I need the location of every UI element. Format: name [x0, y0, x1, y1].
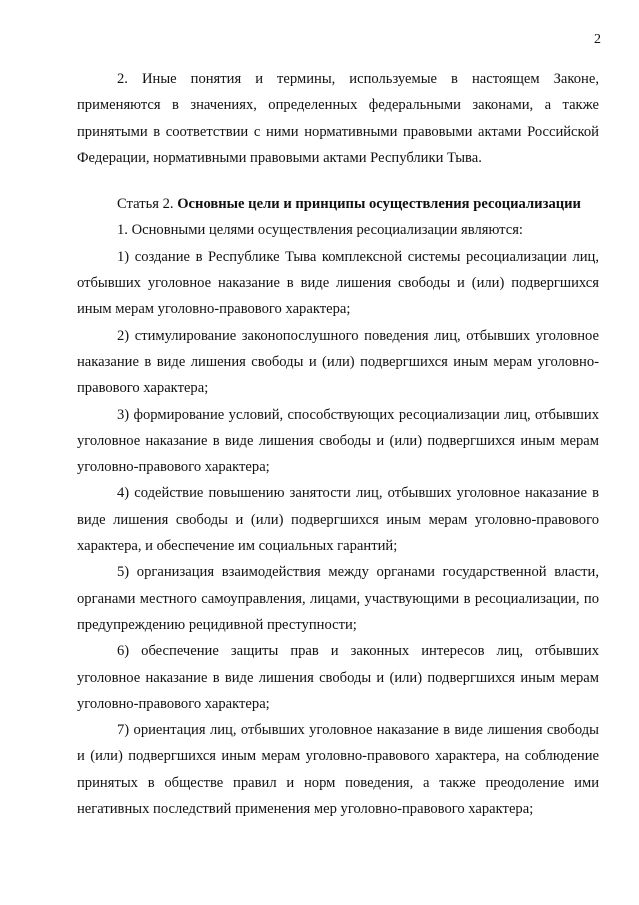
article-number-label: Статья 2. — [117, 196, 174, 213]
list-item-3: 3) формирование условий, способствующих ресоциализации лиц, отбывших уголовное наказание в виде лишения свободы и (или) подвергшихся иным мерам уголовно-правового характера; — [77, 406, 599, 476]
article-heading — [77, 191, 599, 217]
page-number: 2 — [594, 32, 601, 47]
list-item-5: 5) организация взаимодействия между органами государственной власти, органами местного самоуправления, лицами, участвующими в ресоциализации, по предупреждению рецидивной преступности; — [77, 564, 599, 633]
list-item-4: 4) содействие повышению занятости лиц, отбывших уголовное наказание в виде лишения свободы и (или) подвергшихся иным мерам уголовно-правового характера, и обеспечение им социальных гарантий; — [77, 485, 599, 555]
list-item-2: 2) стимулирование законопослушного поведения лиц, отбывших уголовное наказание в виде лишения свободы и (или) подвергшихся иным мерам уголовно-правового характера; — [77, 327, 599, 397]
paragraph-item-2: 2. Иные понятия и термины, используемые в настоящем Законе, применяются в значениях, определенных федеральными законами, а также принятыми в соответствии с ними нормативными правовыми актами Российской Федерации, нормативными правовыми актами Республики Тыва. — [77, 71, 599, 166]
list-item-6: 6) обеспечение защиты прав и законных интересов лиц, отбывших уголовное наказание в виде лишения свободы и (или) подвергшихся иным мерам уголовно-правового характера; — [77, 643, 599, 712]
document-body — [77, 66, 599, 822]
list-item-1: 1) создание в Республике Тыва комплексной системы ресоциализации лиц, отбывших уголовное наказание в виде лишения свободы и (или) подвергшихся иным мерам уголовно-правового характера; — [77, 248, 599, 318]
list-item-7: 7) ориентация лиц, отбывших уголовное наказание в виде лишения свободы и (или) подвергшихся иным мерам уголовно-правового характера, на соблюдение принятых в обществе правил и норм поведения, а также преодоление ими негативных последствий применения мер уголовно-правового характера; — [77, 722, 599, 818]
article-title: Основные цели и принципы осуществления ресоциализации — [177, 196, 581, 213]
article-intro: 1. Основными целями осуществления ресоциализации являются: — [117, 222, 523, 239]
